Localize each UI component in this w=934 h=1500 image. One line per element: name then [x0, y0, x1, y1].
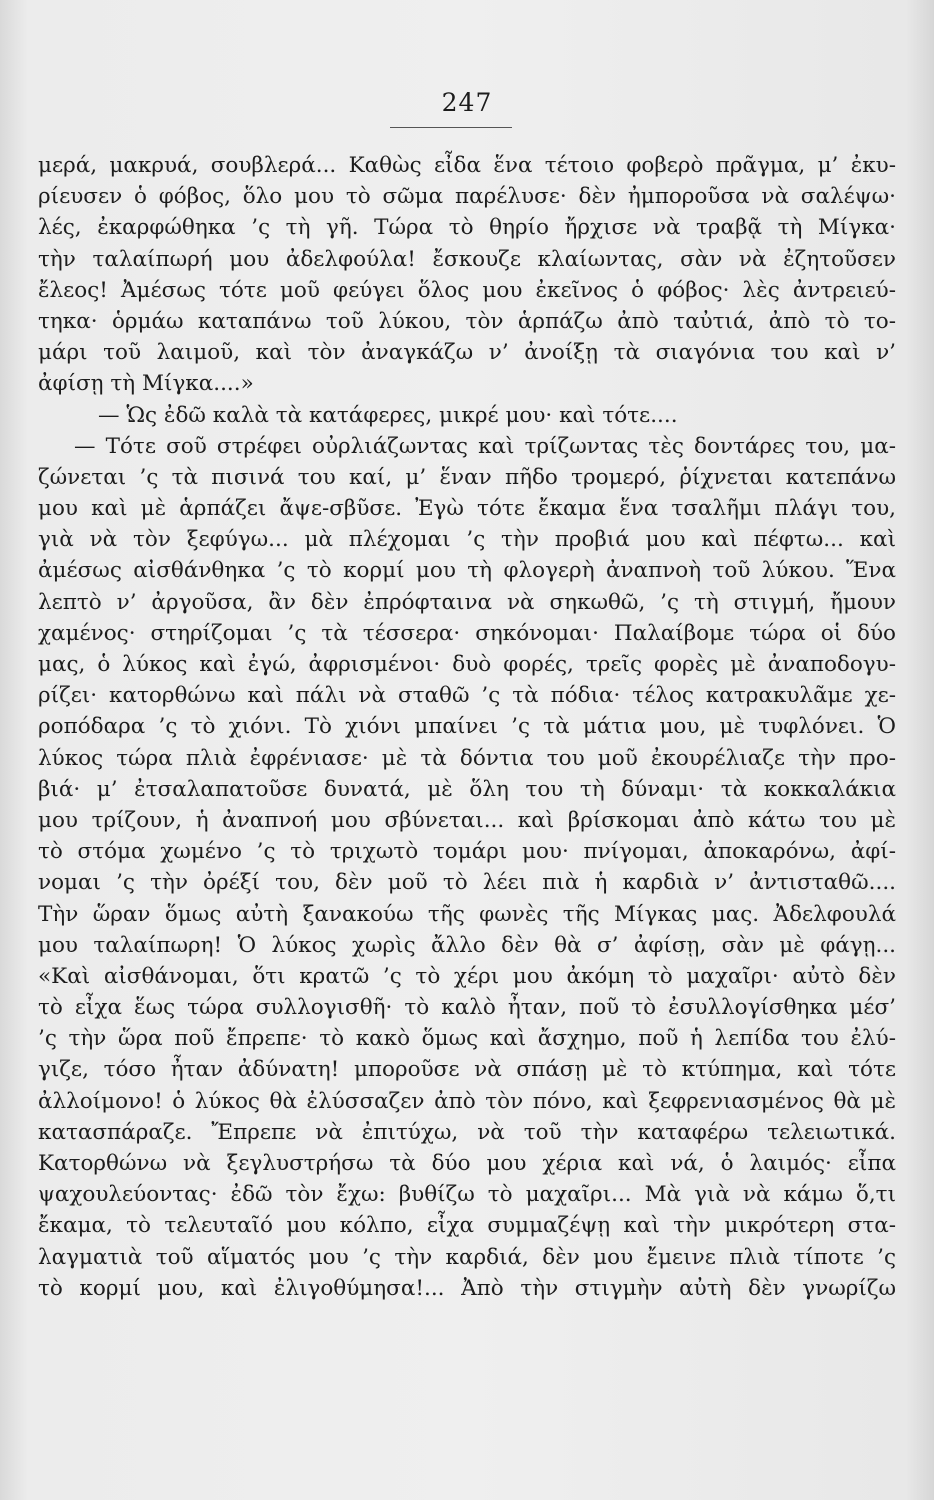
text-line: λεπτὸ ν’ ἀργοῦσα, ἂν δὲν ἐπρόφταινα νὰ σηκωθῶ, ’ς τὴ στιγμή, ἤμουν [38, 589, 896, 615]
text-line: νομαι ’ς τὴν ὀρέξί του, δὲν μοῦ τὸ λέει πιὰ ἡ καρδιὰ ν’ ἀντισταθῶ.... [38, 870, 896, 896]
text-line: τὴν ταλαίπωρή μου ἀδελφούλα! ἔσκουζε κλαίωντας, σὰν νὰ ἐζητοῦσεν [38, 246, 896, 272]
text-line: τὸ κορμί μου, καὶ ἐλιγοθύμησα!... Ἀπὸ τὴν στιγμὴν αὐτὴ δὲν γνωρίζω [38, 1275, 896, 1301]
text-line: τὸ εἶχα ἕως τώρα συλλογισθῆ· τὸ καλὸ ἦταν, ποῦ τὸ ἐσυλλογίσθηκα μέσ’ [38, 995, 896, 1021]
text-line: μας, ὁ λύκος καὶ ἐγώ, ἀφρισμένοι· δυὸ φορές, τρεῖς φορὲς μὲ ἀναποδογυ- [38, 652, 896, 677]
text-line: ρίζει· κατορθώνω καὶ πάλι νὰ σταθῶ ’ς τὰ πόδια· τέλος κατρακυλᾶμε χε- [38, 683, 896, 709]
text-line: ἀμέσως αἰσθάνθηκα ’ς τὸ κορμί μου τὴ φλογερὴ ἀναπνοὴ τοῦ λύκου. Ἕνα [38, 558, 896, 584]
header-rule [390, 127, 512, 128]
text-line: Κατορθώνω νὰ ξεγλυστρήσω τὰ δύο μου χέρια καὶ νά, ὁ λαιμός· εἶπα [38, 1151, 896, 1176]
text-line: τὸ στόμα χωμένο ’ς τὸ τριχωτὸ τομάρι μου· πνίγομαι, ἀποκαρόνω, ἀφί- [38, 839, 896, 865]
text-line: τηκα· ὁρμάω καταπάνω τοῦ λύκου, τὸν ἁρπάζω ἀπὸ ταὐτιά, ἀπὸ τὸ το- [38, 308, 896, 334]
text-line: ψαχουλεύοντας· ἐδῶ τὸν ἔχω: βυθίζω τὸ μαχαῖρι... Μὰ γιὰ νὰ κάμω ὅ,τι [38, 1182, 896, 1208]
text-line: ζώνεται ’ς τὰ πισινά του καί, μ’ ἕναν πῆδο τρομερό, ῥίχνεται κατεπάνω [38, 464, 896, 490]
text-line: μερά, μακρυά, σουβλερά... Καθὼς εἶδα ἕνα τέτοιο φοβερὸ πρᾶγμα, μ’ ἐκυ- [38, 153, 896, 178]
text-line: ἀφίσῃ τὴ Μίγκα....» [38, 371, 254, 397]
text-line: μου τρίζουν, ἡ ἀναπνοή μου σβύνεται... καὶ βρίσκομαι ἀπὸ κάτω του μὲ [38, 807, 896, 833]
page-number: 247 [441, 88, 493, 117]
text-line: γιὰ νὰ τὸν ξεφύγω... μὰ πλέχομαι ’ς τὴν προβιά μου καὶ πέφτω... καὶ [38, 527, 896, 553]
text-line: γιζε, τόσο ἦταν ἀδύνατη! μποροῦσε νὰ σπάσῃ μὲ τὸ κτύπημα, καὶ τότε [38, 1057, 896, 1083]
text-line: λύκος τώρα πλιὰ ἐφρένιασε· μὲ τὰ δόντια του μοῦ ἐκουρέλιαζε τὴν προ- [38, 745, 896, 771]
dialogue-line: — Ὡς ἐδῶ καλὰ τὰ κατάφερες, μικρέ μου· καὶ τότε.... [98, 402, 678, 428]
text-line: βιά· μ’ ἐτσαλαπατοῦσε δυνατά, μὲ ὅλη του τὴ δύναμι· τὰ κοκκαλάκια [38, 776, 896, 802]
text-line: ’ς τὴν ὥρα ποῦ ἔπρεπε· τὸ κακὸ ὅμως καὶ ἄσχημο, ποῦ ἡ λεπίδα του ἐλύ- [38, 1026, 896, 1052]
text-line: μάρι τοῦ λαιμοῦ, καὶ τὸν ἀναγκάζω ν’ ἀνοίξῃ τὰ σιαγόνια του καὶ ν’ [38, 340, 896, 366]
text-line: Τὴν ὥραν ὅμως αὐτὴ ξανακούω τῆς φωνὲς τῆς Μίγκας μας. Ἀδελφουλά [38, 901, 896, 927]
text-line: μου καὶ μὲ ἁρπάζει ἄψε-σβῦσε. Ἐγὼ τότε ἔκαμα ἕνα τσαλῆμι πλάγι του, [38, 496, 896, 522]
text-line: ἀλλοίμονο! ὁ λύκος θὰ ἐλύσσαζεν ἀπὸ τὸν πόνο, καὶ ξεφρενιασμένος θὰ μὲ [38, 1088, 896, 1114]
text-line: χαμένος· στηρίζομαι ’ς τὰ τέσσερα· σηκόνομαι· Παλαίβομε τώρα οἱ δύο [38, 620, 896, 646]
text-line: ἔκαμα, τὸ τελευταῖό μου κόλπο, εἶχα συμμαζέψῃ καὶ τὴν μικρότερη στα- [38, 1213, 896, 1239]
text-line: λαγματιὰ τοῦ αἵματός μου ’ς τὴν καρδιά, δὲν μου ἔμεινε πλιὰ τίποτε ’ς [38, 1244, 896, 1270]
body-text [38, 150, 896, 1304]
text-line: ἔλεος! Ἀμέσως τότε μοῦ φεύγει ὅλος μου ἐκεῖνος ὁ φόβος· λὲς ἀντρειεύ- [38, 277, 896, 303]
text-line: ροπόδαρα ’ς τὸ χιόνι. Τὸ χιόνι μπαίνει ’ς τὰ μάτια μου, μὲ τυφλόνει. Ὁ [38, 714, 896, 740]
dialogue-line: — Τότε σοῦ στρέφει οὐρλιάζωντας καὶ τρίζωντας τὲς δοντάρες του, μα- [74, 433, 896, 459]
text-line: λές, ἐκαρφώθηκα ’ς τὴ γῆ. Τώρα τὸ θηρίο ἤρχισε νὰ τραβᾷ τὴ Μίγκα· [38, 215, 896, 241]
text-line: «Καὶ αἰσθάνομαι, ὅτι κρατῶ ’ς τὸ χέρι μου ἀκόμη τὸ μαχαῖρι· αὐτὸ δὲν [38, 963, 896, 989]
text-line: κατασπάραζε. Ἔπρεπε νὰ ἐπιτύχω, νὰ τοῦ τὴν καταφέρω τελειωτικά. [38, 1119, 896, 1145]
text-line: μου ταλαίπωρη! Ὁ λύκος χωρὶς ἄλλο δὲν θὰ σ’ ἀφίσῃ, σὰν μὲ φάγῃ... [38, 932, 896, 958]
text-line: ρίευσεν ὁ φόβος, ὅλο μου τὸ σῶμα παρέλυσε· δὲν ἠμποροῦσα νὰ σαλέψω· [38, 184, 896, 210]
